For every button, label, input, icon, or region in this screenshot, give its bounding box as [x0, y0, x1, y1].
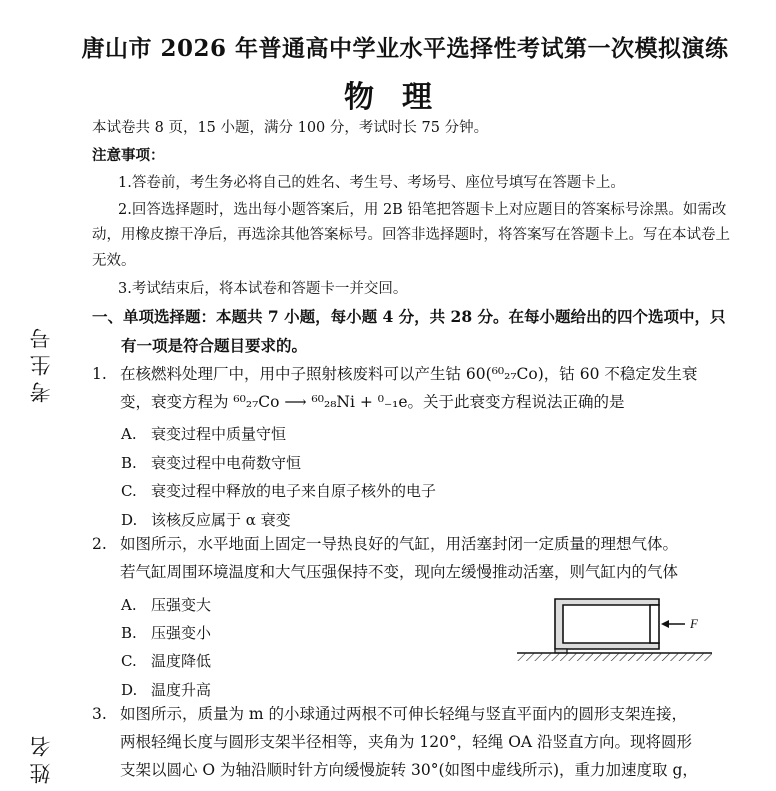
exam-title: 唐山市 2026 年普通高中学业水平选择性考试第一次模拟演练 — [81, 35, 729, 62]
option-letter: B. — [121, 454, 137, 472]
question-text: 如图所示，水平地面上固定一导热良好的气缸，用活塞封闭一定质量的理想气体。 — [120, 535, 679, 553]
q2-option-b — [121, 622, 211, 643]
option-text: 温度降低 — [151, 652, 212, 670]
notice-item-2-line-2: 动，用橡皮擦干净后，再选涂其他答案标号。回答非选择题时，将答案写在答题卡上。写在本试卷上 — [92, 227, 730, 243]
cylinder-piston-diagram — [507, 595, 722, 667]
section-heading-line-2: 有一项是符合题目要求的。 — [121, 336, 308, 355]
notice-item-2-line-1: 2.回答选择题时，选出每小题答案后，用 2B 铅笔把答题卡上对应题目的答案标号涂黑。如需改 — [118, 202, 727, 218]
q1-option-a — [121, 423, 286, 444]
question-number: 3. — [92, 705, 107, 723]
option-text: 温度升高 — [151, 681, 212, 699]
question-3-line-2: 两根轻绳长度与圆形支架半径相等，夹角为 120°，轻绳 OA 沿竖直方向。现将圆形 — [120, 733, 693, 751]
option-letter: A. — [121, 596, 137, 614]
question-1-line-1 — [92, 367, 697, 383]
piston — [650, 605, 659, 643]
question-3-line-1 — [92, 707, 687, 723]
cylinder-wall — [555, 599, 659, 649]
notice-item-1: 1.答卷前，考生务必将自己的姓名、考生号、考场号、座位号填写在答题卡上。 — [118, 175, 625, 191]
option-letter: B. — [121, 624, 137, 642]
question-number: 1. — [92, 365, 107, 383]
option-text: 压强变大 — [151, 596, 212, 614]
notice-item-3: 3.考试结束后，将本试卷和答题卡一并交回。 — [118, 281, 408, 297]
q2-option-c — [121, 650, 211, 671]
exam-intro: 本试卷共 8 页，15 小题，满分 100 分，考试时长 75 分钟。 — [92, 120, 489, 136]
option-letter: D. — [121, 511, 138, 529]
question-text: 在核燃料处理厂中，用中子照射核废料可以产生钴 60(⁶⁰₂₇Co)，钴 60 不稳定发生衰 — [120, 365, 698, 383]
question-number: 2. — [92, 535, 107, 553]
question-text: 如图所示，质量为 m 的小球通过两根不可伸长轻绳与竖直平面内的圆形支架连接， — [120, 705, 688, 723]
force-arrowhead — [661, 620, 669, 628]
subject-title: 物理 — [344, 80, 460, 115]
q2-option-d — [121, 679, 211, 700]
option-text: 该核反应属于 α 衰变 — [151, 511, 291, 529]
side-label-exam-number: 考生号 — [29, 322, 53, 403]
option-text: 衰变过程中释放的电子来自原子核外的电子 — [151, 482, 437, 500]
notice-item-2-line-3: 无效。 — [92, 253, 136, 269]
ground-hatching — [517, 653, 712, 661]
notice-heading: 注意事项： — [92, 147, 165, 164]
q1-option-d — [121, 509, 291, 530]
option-letter: C. — [121, 482, 137, 500]
option-text: 衰变过程中电荷数守恒 — [151, 454, 302, 472]
question-2-line-1 — [92, 537, 678, 553]
option-text: 衰变过程中质量守恒 — [151, 425, 287, 443]
option-letter: A. — [121, 425, 137, 443]
force-label: F — [690, 616, 698, 631]
option-letter: C. — [121, 652, 137, 670]
q2-option-a — [121, 594, 211, 615]
side-label-name: 姓名 — [29, 730, 53, 784]
section-heading-line-1: 一、单项选择题：本题共 7 小题，每小题 4 分，共 28 分。在每小题给出的四个选项中，只 — [92, 307, 726, 326]
question-1-line-2: 变，衰变方程为 ⁶⁰₂₇Co ⟶ ⁶⁰₂₈Ni + ⁰₋₁e。关于此衰变方程说法正确的是 — [120, 393, 625, 411]
question-3-line-3: 支架以圆心 O 为轴沿顺时针方向缓慢旋转 30°(如图中虚线所示)，重力加速度取 g， — [120, 761, 698, 779]
question-2-line-2: 若气缸周围环境温度和大气压强保持不变，现向左缓慢推动活塞，则气缸内的气体 — [120, 563, 679, 581]
option-letter: D. — [121, 681, 138, 699]
q1-option-b — [121, 452, 301, 473]
option-text: 压强变小 — [151, 624, 212, 642]
q1-option-c — [121, 480, 436, 501]
